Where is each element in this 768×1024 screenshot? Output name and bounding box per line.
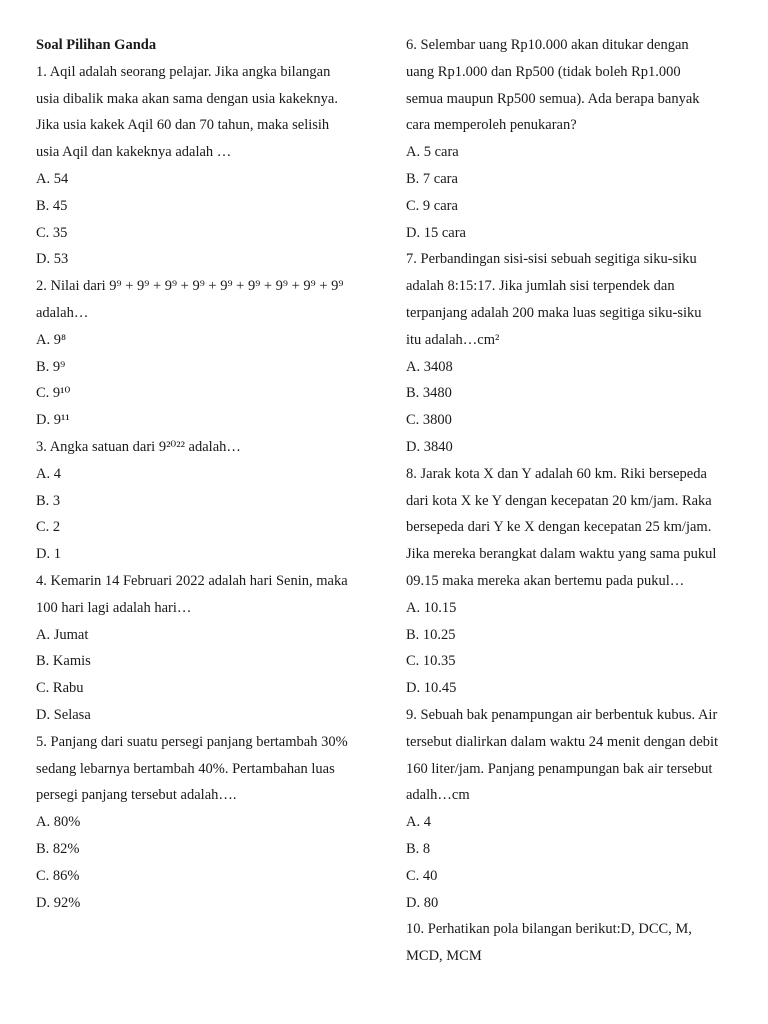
text-line: uang Rp1.000 dan Rp500 (tidak boleh Rp1.000 [406, 63, 681, 80]
text-line: A. 3408 [406, 358, 453, 375]
text-line: 8. Jarak kota X dan Y adalah 60 km. Riki bersepeda [406, 465, 707, 482]
text-line: 5. Panjang dari suatu persegi panjang bertambah 30% [36, 733, 348, 750]
left-column [36, 32, 376, 916]
text-line: A. 4 [36, 465, 61, 482]
text-line: adalah… [36, 304, 89, 321]
text-line: A. 54 [36, 170, 69, 187]
text-line: D. 53 [36, 251, 69, 268]
text-line: sedang lebarnya bertambah 40%. Pertambahan luas [36, 760, 335, 777]
text-line: D. 3840 [406, 438, 453, 455]
text-line: D. 80 [406, 894, 439, 911]
text-line: B. 9⁹ [36, 358, 66, 375]
text-line: D. 1 [36, 546, 61, 563]
page-title: Soal Pilihan Ganda [36, 37, 157, 53]
text-line: B. 45 [36, 197, 68, 214]
text-line: C. Rabu [36, 680, 84, 697]
text-line: Jika usia kakek Aqil 60 dan 70 tahun, maka selisih [36, 117, 330, 134]
text-line: Jika mereka berangkat dalam waktu yang sama pukul [406, 546, 717, 563]
text-line: A. 80% [36, 814, 81, 831]
text-line: B. 82% [36, 840, 80, 857]
text-line: A. 9⁸ [36, 331, 67, 348]
text-line: B. 7 cara [406, 170, 458, 187]
text-line: 100 hari lagi adalah hari… [36, 599, 192, 616]
text-line: C. 9¹⁰ [36, 385, 71, 402]
text-line: C. 10.35 [406, 653, 456, 670]
text-line: D. 92% [36, 894, 81, 911]
text-line: 3. Angka satuan dari 9²⁰²² adalah… [36, 438, 241, 455]
text-line: D. 9¹¹ [36, 412, 70, 429]
text-line: bersepeda dari Y ke X dengan kecepatan 25 km/jam. [406, 519, 712, 536]
text-line: A. 4 [406, 814, 431, 831]
text-line: adalah 8:15:17. Jika jumlah sisi terpendek dan [406, 278, 675, 295]
right-column [406, 32, 746, 970]
text-line: usia dibalik maka akan sama dengan usia kakeknya. [36, 90, 338, 107]
text-line: 160 liter/jam. Panjang penampungan bak air tersebut [406, 760, 713, 777]
text-line: 6. Selembar uang Rp10.000 akan ditukar dengan [406, 37, 689, 53]
text-line: C. 2 [36, 519, 61, 536]
text-line: C. 9 cara [406, 197, 458, 214]
text-line: semua maupun Rp500 semua). Ada berapa banyak [406, 90, 700, 107]
text-line: A. 5 cara [406, 144, 459, 161]
text-line: B. 8 [406, 840, 431, 857]
text-line: B. 3480 [406, 385, 452, 402]
text-line: A. Jumat [36, 626, 89, 643]
text-line: cara memperoleh penukaran? [406, 117, 577, 134]
text-line: MCD, MCM [406, 948, 482, 965]
text-line: A. 10.15 [406, 599, 457, 616]
text-line: dari kota X ke Y dengan kecepatan 20 km/jam. Raka [406, 492, 712, 509]
text-line: B. 3 [36, 492, 61, 509]
text-line: C. 3800 [406, 412, 452, 429]
text-line: C. 86% [36, 867, 80, 884]
text-line: itu adalah…cm² [406, 331, 500, 348]
text-line: C. 40 [406, 867, 438, 884]
text-line: terpanjang adalah 200 maka luas segitiga siku-siku [406, 304, 702, 321]
text-line: B. 10.25 [406, 626, 456, 643]
text-line: D. 15 cara [406, 224, 466, 241]
text-line: B. Kamis [36, 653, 91, 670]
text-line: 2. Nilai dari 9⁹ + 9⁹ + 9⁹ + 9⁹ + 9⁹ + 9⁹ + 9⁹ + 9⁹ + 9⁹ [36, 278, 344, 295]
text-line: usia Aqil dan kakeknya adalah … [36, 144, 232, 161]
text-line: 7. Perbandingan sisi-sisi sebuah segitiga siku-siku [406, 251, 697, 268]
text-line: tersebut dialirkan dalam waktu 24 menit dengan debit [406, 733, 719, 750]
text-line: 09.15 maka mereka akan bertemu pada pukul… [406, 572, 685, 589]
text-line: persegi panjang tersebut adalah…. [36, 787, 237, 804]
text-line: 1. Aqil adalah seorang pelajar. Jika angka bilangan [36, 63, 331, 80]
text-line: C. 35 [36, 224, 68, 241]
text-line: D. 10.45 [406, 680, 457, 697]
text-line: 10. Perhatikan pola bilangan berikut:D, DCC, M, [406, 921, 692, 938]
text-line: 4. Kemarin 14 Februari 2022 adalah hari Senin, maka [36, 572, 348, 589]
text-line: 9. Sebuah bak penampungan air berbentuk kubus. Air [406, 706, 718, 723]
text-line: adalh…cm [406, 787, 470, 804]
text-line: D. Selasa [36, 706, 91, 723]
